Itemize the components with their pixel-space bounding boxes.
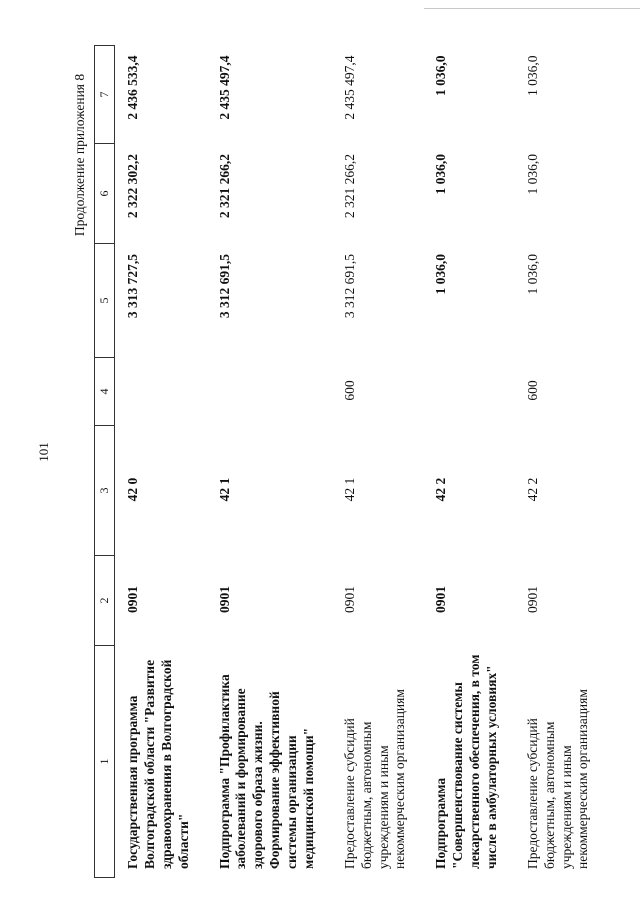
table-row (515, 46, 607, 878)
table-header-row (95, 46, 115, 878)
header-col-3: 3 (95, 426, 115, 556)
row-amount-col7: 2 436 533,4 (125, 55, 140, 120)
row-name: Предоставление субсидий бюджетным, автономным учреждениям и иным некоммерческим организациям (341, 689, 408, 869)
row-amount-col6: 1 036,0 (524, 154, 540, 195)
row-target-article: 42 1 (341, 477, 357, 502)
header-col-7: 7 (95, 46, 115, 144)
header-col-4: 4 (95, 358, 115, 426)
row-amount-col5: 3 313 727,5 (125, 254, 140, 319)
page-number: 101 (36, 442, 51, 462)
budget-table-rotated (94, 46, 622, 878)
row-section-code: 0901 (341, 586, 357, 613)
row-expense-type (207, 358, 332, 426)
scan-edge-line (424, 8, 640, 9)
row-amount-col6: 2 321 266,2 (216, 154, 232, 219)
table-row (423, 46, 515, 878)
row-amount-col7: 1 036,0 (524, 55, 540, 96)
row-amount-col6: 2 322 302,2 (125, 154, 140, 219)
table-row (115, 46, 207, 878)
budget-table (94, 45, 606, 878)
row-amount-col5: 1 036,0 (433, 254, 449, 295)
row-expense-type: 600 (524, 380, 540, 401)
row-amount-col7: 2 435 497,4 (216, 55, 232, 120)
row-amount-col5: 3 312 691,5 (341, 254, 357, 319)
table-row (332, 46, 424, 878)
row-expense-type (115, 358, 207, 426)
row-target-article: 42 0 (125, 477, 140, 502)
row-section-code: 0901 (524, 586, 540, 613)
row-amount-col6: 1 036,0 (433, 154, 449, 195)
row-expense-type: 600 (341, 380, 357, 401)
row-amount-col7: 1 036,0 (433, 55, 449, 96)
row-name: Подпрограмма "Профилактика заболеваний и формирование здорового образа жизни. Формирование эффективной системы организации медицинской помощи" (216, 674, 316, 869)
appendix-continuation-note: Продолжение приложения 8 (72, 73, 87, 237)
row-amount-col5: 1 036,0 (524, 254, 540, 295)
row-target-article: 42 2 (433, 477, 449, 502)
header-col-5: 5 (95, 244, 115, 358)
header-col-1: 1 (95, 646, 115, 878)
row-amount-col6: 2 321 266,2 (341, 154, 357, 219)
row-amount-col5: 3 312 691,5 (216, 254, 232, 319)
header-col-2: 2 (95, 556, 115, 646)
budget-table-wrapper (94, 46, 622, 878)
row-amount-col7: 2 435 497,4 (341, 55, 357, 120)
row-expense-type (423, 358, 515, 426)
row-section-code: 0901 (125, 586, 140, 613)
row-name: Подпрограмма "Совершенствование системы лекарственного обеспечения, в том числе в амбулаторных условиях" (433, 654, 499, 869)
row-name: Государственная программа Волгоградской области "Развитие здравоохранения в Волгоградской области" (125, 659, 191, 869)
row-name: Предоставление субсидий бюджетным, автономным учреждениям и иным некоммерческим организациям (524, 689, 591, 869)
row-section-code: 0901 (216, 586, 232, 613)
row-target-article: 42 1 (216, 477, 232, 502)
header-col-6: 6 (95, 144, 115, 244)
row-section-code: 0901 (433, 586, 449, 613)
row-target-article: 42 2 (524, 477, 540, 502)
table-row (207, 46, 332, 878)
